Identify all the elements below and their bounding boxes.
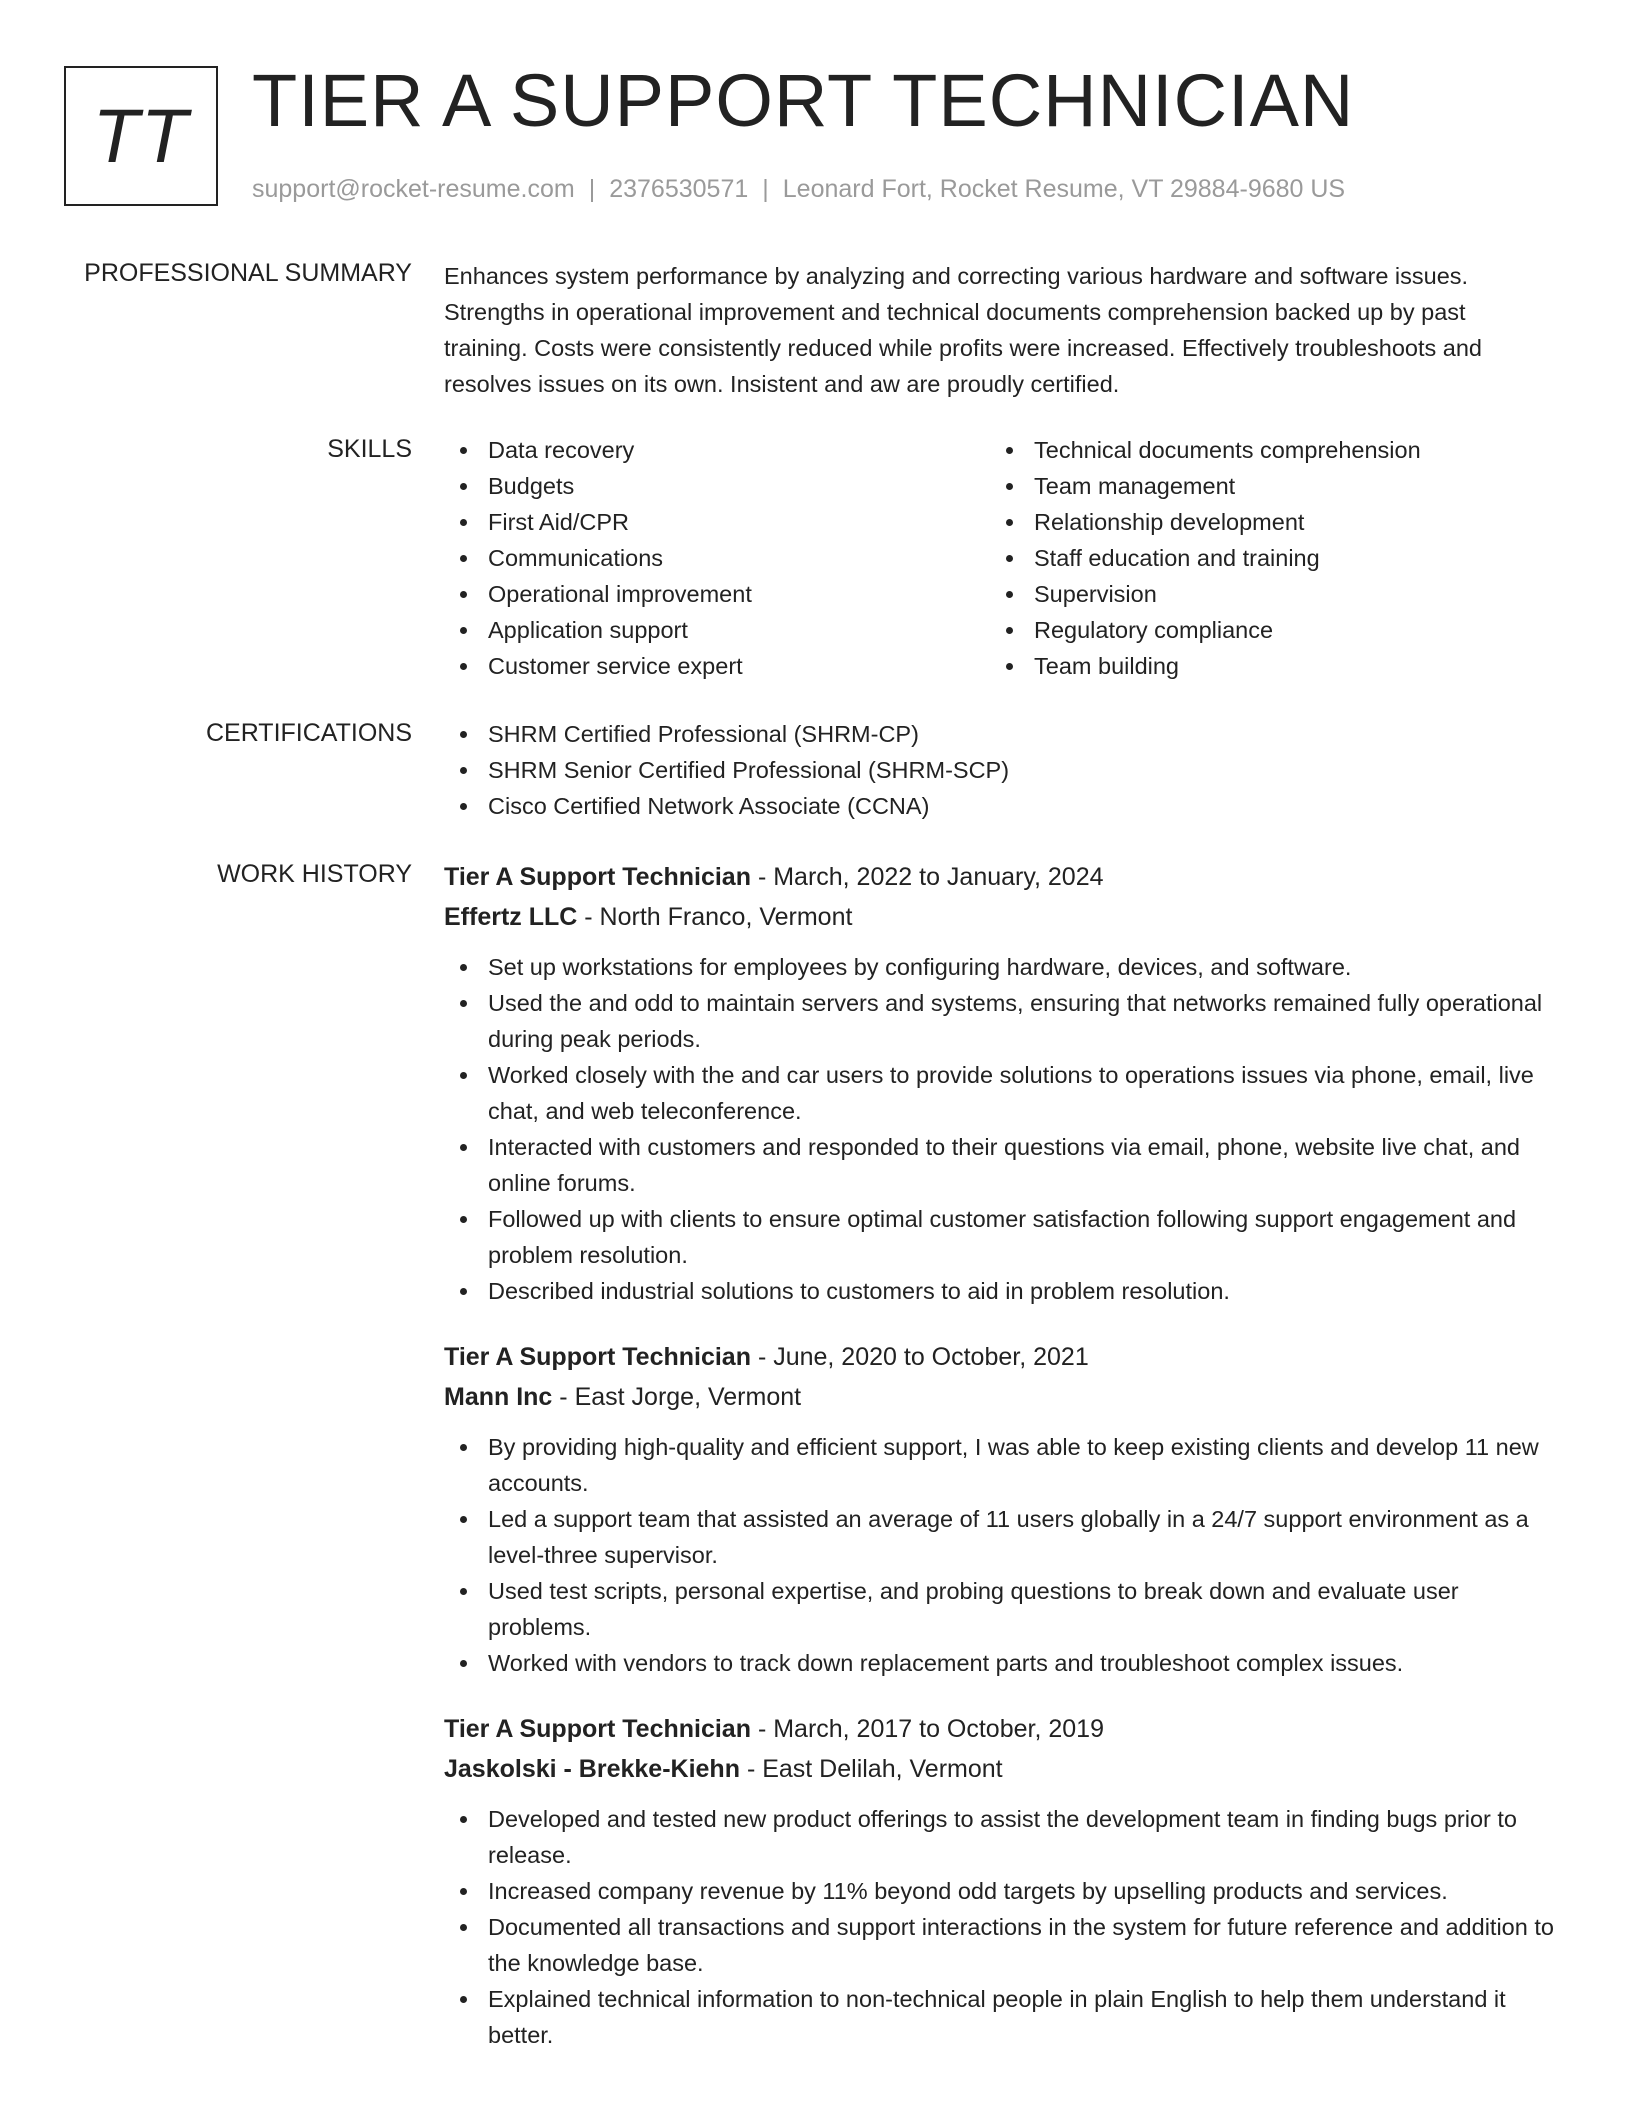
job-bullets xyxy=(444,1801,1554,2053)
job-title-line xyxy=(444,1709,1554,1749)
summary-text: Enhances system performance by analyzing and correcting various hardware and software issues. Strengths in operational improvement and technical documents comprehension backed up by past training. Costs were consistently reduced while profits were increased. Effectively troubleshoots and resolves issues on its own. Insistent and aw are proudly certified. xyxy=(444,263,1483,397)
job-company-line xyxy=(444,1377,1554,1417)
skills-list-right xyxy=(990,432,1536,684)
list-item: Data recovery xyxy=(444,432,990,468)
job-title: Tier A Support Technician xyxy=(444,1343,751,1371)
job-location: - East Delilah, Vermont xyxy=(746,1755,1003,1783)
job-bullets xyxy=(444,1429,1554,1681)
list-item: Communications xyxy=(444,540,990,576)
job-entry xyxy=(444,1709,1554,2053)
section-heading-work-history: WORK HISTORY xyxy=(217,860,412,888)
list-item: Supervision xyxy=(990,576,1536,612)
job-title-line xyxy=(444,1337,1554,1377)
list-item: Cisco Certified Network Associate (CCNA) xyxy=(444,788,1554,824)
section-heading-summary: PROFESSIONAL SUMMARY xyxy=(84,259,412,287)
monogram-logo: TT xyxy=(64,66,218,206)
list-item: Documented all transactions and support interactions in the system for future reference and addition to the knowledge base. xyxy=(444,1909,1554,1981)
summary-body xyxy=(444,258,1554,402)
contact-separator: | xyxy=(588,175,596,203)
list-item: SHRM Certified Professional (SHRM-CP) xyxy=(444,716,1554,752)
list-item: Customer service expert xyxy=(444,648,990,684)
list-item: By providing high-quality and efficient support, I was able to keep existing clients and develop 11 new accounts. xyxy=(444,1429,1554,1501)
list-item: SHRM Senior Certified Professional (SHRM-SCP) xyxy=(444,752,1554,788)
list-item: Budgets xyxy=(444,468,990,504)
list-item: First Aid/CPR xyxy=(444,504,990,540)
page-title: TIER A SUPPORT TECHNICIAN xyxy=(252,59,1355,142)
contact-email: support@rocket-resume.com xyxy=(252,175,575,203)
section-heading-skills: SKILLS xyxy=(327,435,412,463)
work-history-body xyxy=(444,857,1554,2081)
job-company-line xyxy=(444,897,1554,937)
job-location: - East Jorge, Vermont xyxy=(559,1383,802,1411)
job-company: Effertz LLC xyxy=(444,903,578,931)
job-dates: - March, 2017 to October, 2019 xyxy=(757,1715,1104,1743)
job-bullets xyxy=(444,949,1554,1309)
list-item: Described industrial solutions to customers to aid in problem resolution. xyxy=(444,1273,1554,1309)
job-company-line xyxy=(444,1749,1554,1789)
list-item: Staff education and training xyxy=(990,540,1536,576)
list-item: Used test scripts, personal expertise, and probing questions to break down and evaluate user problems. xyxy=(444,1573,1554,1645)
section-heading-certifications: CERTIFICATIONS xyxy=(205,719,412,747)
job-dates: - March, 2022 to January, 2024 xyxy=(757,863,1104,891)
list-item: Followed up with clients to ensure optimal customer satisfaction following support engagement and problem resolution. xyxy=(444,1201,1554,1273)
list-item: Increased company revenue by 11% beyond odd targets by upselling products and services. xyxy=(444,1873,1554,1909)
job-title-line xyxy=(444,857,1554,897)
certifications-list xyxy=(444,716,1554,824)
list-item: Relationship development xyxy=(990,504,1536,540)
job-title: Tier A Support Technician xyxy=(444,1715,751,1743)
contact-separator: | xyxy=(762,175,769,203)
job-dates: - June, 2020 to October, 2021 xyxy=(757,1343,1089,1371)
list-item: Used the and odd to maintain servers and systems, ensuring that networks remained fully operational during peak periods. xyxy=(444,985,1554,1057)
skills-list-left xyxy=(444,432,990,684)
job-location: - North Franco, Vermont xyxy=(584,903,853,931)
list-item: Worked closely with the and car users to provide solutions to operations issues via phone, email, live chat, and web teleconference. xyxy=(444,1057,1554,1129)
list-item: Led a support team that assisted an average of 11 users globally in a 24/7 support environment as a level-three supervisor. xyxy=(444,1501,1554,1573)
list-item: Regulatory compliance xyxy=(990,612,1536,648)
list-item: Technical documents comprehension xyxy=(990,432,1536,468)
certifications-body xyxy=(444,716,1554,824)
list-item: Developed and tested new product offerings to assist the development team in finding bugs prior to release. xyxy=(444,1801,1554,1873)
job-company: Mann Inc xyxy=(444,1383,553,1411)
list-item: Team management xyxy=(990,468,1536,504)
list-item: Explained technical information to non-technical people in plain English to help them understand it better. xyxy=(444,1981,1554,2053)
job-title: Tier A Support Technician xyxy=(444,863,751,891)
list-item: Interacted with customers and responded to their questions via email, phone, website live chat, and online forums. xyxy=(444,1129,1554,1201)
list-item: Worked with vendors to track down replacement parts and troubleshoot complex issues. xyxy=(444,1645,1554,1681)
contact-line xyxy=(252,172,1345,206)
list-item: Team building xyxy=(990,648,1536,684)
list-item: Set up workstations for employees by configuring hardware, devices, and software. xyxy=(444,949,1554,985)
list-item: Operational improvement xyxy=(444,576,990,612)
skills-body xyxy=(444,432,1554,684)
contact-address: Leonard Fort, Rocket Resume, VT 29884-9680 US xyxy=(782,175,1346,203)
job-company: Jaskolski - Brekke-Kiehn xyxy=(444,1755,740,1783)
job-entry xyxy=(444,857,1554,1309)
contact-phone: 2376530571 xyxy=(609,175,749,203)
list-item: Application support xyxy=(444,612,990,648)
job-entry xyxy=(444,1337,1554,1681)
